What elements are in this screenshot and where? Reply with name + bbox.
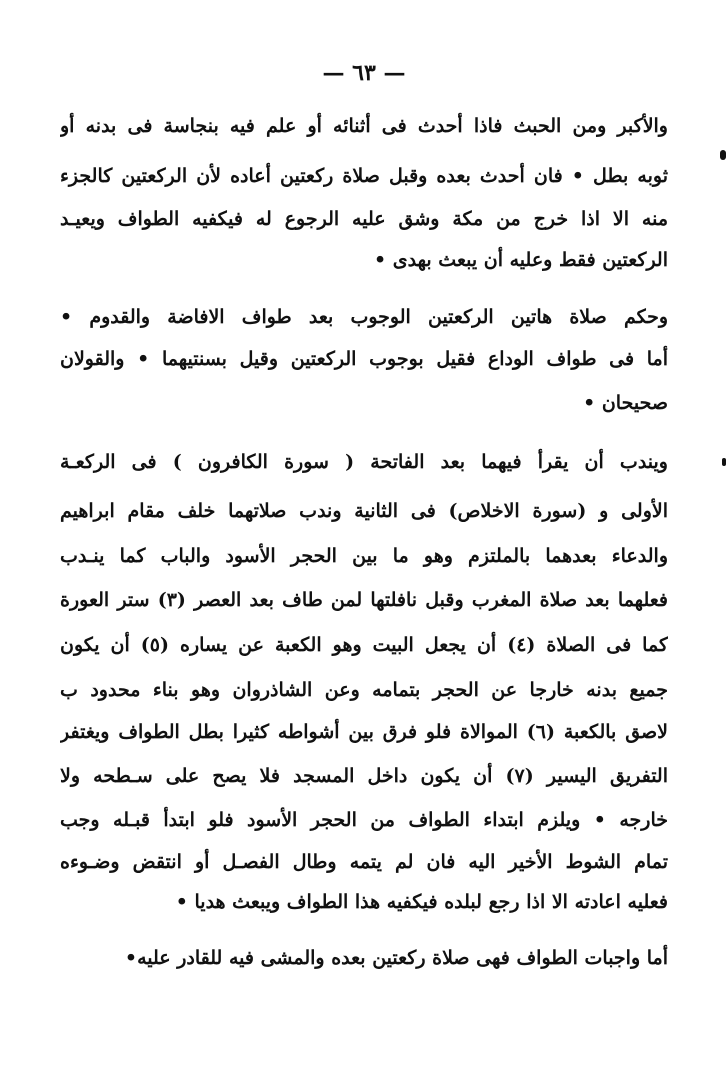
text-line: التفريق اليسير (٧) أن يكون داخل المسجد فلا يصح على سـطحه ولا xyxy=(60,765,668,787)
text-line: تمام الشوط الأخير اليه فان لم يتمه وطال الفصـل أو انتقض وضـوءه xyxy=(60,851,668,873)
text-line: ثوبه بطل • فان أحدث بعده وقبل صلاة ركعتين أعاده لأن الركعتين كالجزء xyxy=(60,165,668,187)
text-line: أما واجبات الطواف فهى صلاة ركعتين بعده والمشى فيه للقادر عليه• xyxy=(124,947,668,969)
text-line: الركعتين فقط وعليه أن يبعث بهدى • xyxy=(374,249,668,271)
text-line: والأكبر ومن الحبث فاذا أحدث فى أثنائه أو علم فيه بنجاسة فى بدنه أو xyxy=(60,115,668,137)
text-line: ويندب أن يقرأ فيهما بعد الفاتحة ( سورة الكافرون ) فى الركعـة xyxy=(60,451,668,473)
text-line: صحيحان • xyxy=(583,392,668,414)
text-line: فعليه اعادته الا اذا رجع لبلده فيكفيه هذا الطواف ويبعث هديا • xyxy=(175,891,668,913)
text-line: وحكم صلاة هاتين الركعتين الوجوب بعد طواف الافاضة والقدوم • xyxy=(60,306,668,328)
text-line: منه الا اذا خرج من مكة وشق عليه الرجوع له فيكفيه الطواف ويعيـد xyxy=(60,208,668,230)
text-line: الأولى و (سورة الاخلاص) فى الثانية وندب صلاتهما خلف مقام ابراهيم xyxy=(60,500,668,522)
text-line: والدعاء بعدهما بالملتزم وهو ما بين الحجر الأسود والباب كما ينـدب xyxy=(60,545,668,567)
text-line: فعلهما بعد صلاة المغرب وقبل نافلتها لمن طاف بعد العصر (٣) ستر العورة xyxy=(60,589,668,611)
scan-speck xyxy=(722,458,726,466)
text-line: جميع بدنه خارجا عن الحجر بتمامه وعن الشاذروان وهو بناء محدود ب xyxy=(60,679,668,701)
page-number: — ٦٣ — xyxy=(322,60,406,86)
text-line: أما فى طواف الوداع فقيل بوجوب الركعتين وقيل بسنتيهما • والقولان xyxy=(60,348,668,370)
scan-speck xyxy=(720,150,726,160)
text-line: لاصق بالكعبة (٦) الموالاة فلو فرق بين أشواطه كثيرا بطل الطواف ويغتفر xyxy=(60,721,668,743)
text-line: خارجه • ويلزم ابتداء الطواف من الحجر الأسود فلو ابتدأ قبـله وجب xyxy=(60,809,668,831)
text-line: كما فى الصلاة (٤) أن يجعل البيت وهو الكعبة عن يساره (٥) أن يكون xyxy=(60,634,668,656)
